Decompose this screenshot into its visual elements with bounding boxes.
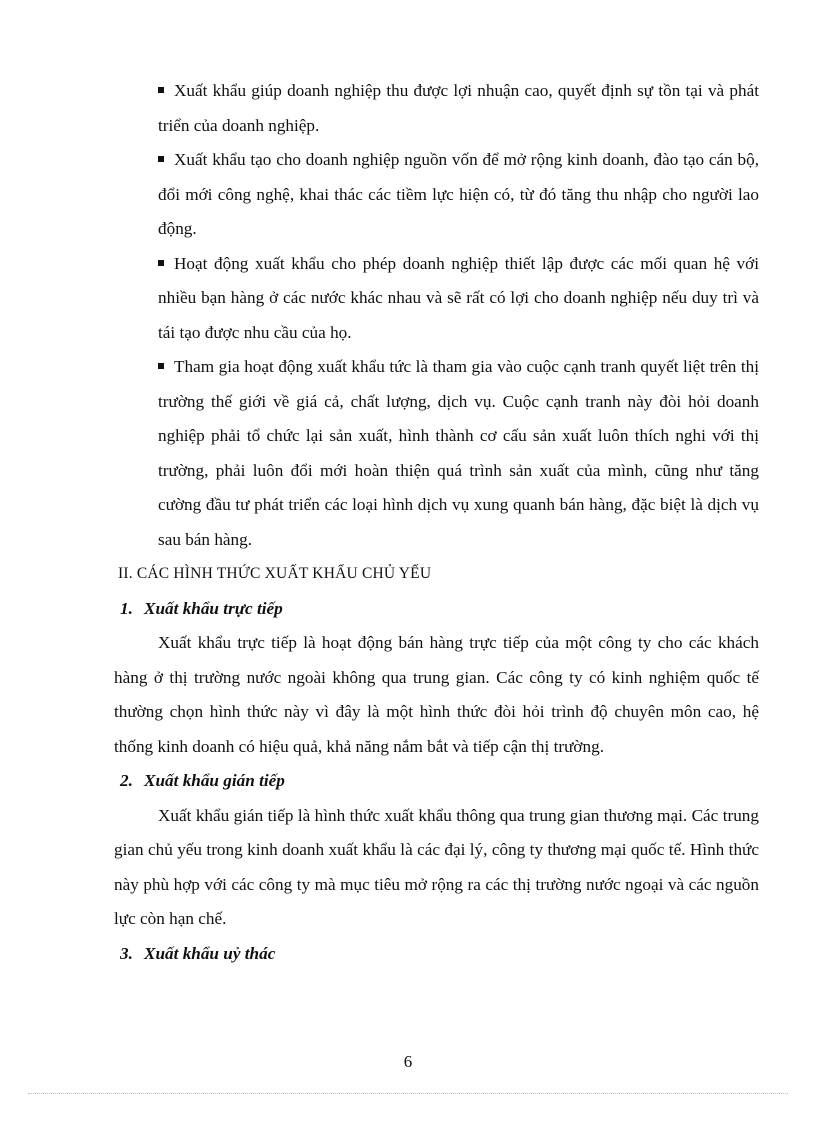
square-bullet-icon <box>158 260 164 266</box>
bullet-text: Hoạt động xuất khẩu cho phép doanh nghiệp thiết lập được các mối quan hệ với nhiều bạn hàng ở các nước khác nhau và sẽ rất có lợi cho doanh nghiệp nếu duy trì và tái tạo được nhu cầu của họ. <box>158 253 759 342</box>
bullet-paragraph <box>158 247 759 351</box>
section-heading: II. CÁC HÌNH THỨC XUẤT KHẨU CHỦ YẾU <box>118 565 432 582</box>
subsection-title: Xuất khẩu gián tiếp <box>144 771 285 790</box>
square-bullet-icon <box>158 156 164 162</box>
subsection-title: Xuất khẩu uỷ thác <box>144 943 276 963</box>
subsection-heading-2 <box>120 764 759 799</box>
subsection-body-2: Xuất khẩu gián tiếp là hình thức xuất khẩu thông qua trung gian thương mại. Các trung gian chủ yếu trong kinh doanh xuất khẩu là các đại lý, công ty thương mại quốc tế. Hình thức này phù hợp với các công ty mà mục tiêu mở rộng ra các thị trường nước ngoại và các nguồn lực còn hạn chế. <box>114 805 759 928</box>
bullet-paragraph <box>158 74 759 143</box>
bullet-paragraph <box>158 143 759 247</box>
footer-divider <box>28 1093 788 1094</box>
square-bullet-icon <box>158 87 164 93</box>
subsection-title: Xuất khẩu trực tiếp <box>144 598 283 618</box>
bullet-paragraph <box>158 350 759 557</box>
subsection-heading-3 <box>120 937 759 972</box>
subsection-number: 1. <box>120 598 133 618</box>
bullet-text: Tham gia hoạt động xuất khẩu tức là tham gia vào cuộc cạnh tranh quyết liệt trên thị trường thế giới về giá cả, chất lượng, dịch vụ. Cuộc cạnh tranh này đòi hỏi doanh nghiệp phải tổ chức lại sản xuất, hình thành cơ cấu sản xuất luôn thích nghi với thị trường, phải luôn đổi mới hoàn thiện quá trình sản xuất của mình, cũng như tăng cường đầu tư phát triển các loại hình dịch vụ xung quanh bán hàng, đặc biệt là dịch vụ sau bán hàng. <box>158 357 759 549</box>
subsection-number: 3. <box>120 943 133 963</box>
page-number: 6 <box>403 1052 413 1071</box>
bullet-text: Xuất khẩu giúp doanh nghiệp thu được lợi nhuận cao, quyết định sự tồn tại và phát triển của doanh nghiệp. <box>158 81 759 135</box>
bullet-text: Xuất khẩu tạo cho doanh nghiệp nguồn vốn để mở rộng kinh doanh, đào tạo cán bộ, đổi mới công nghệ, khai thác các tiềm lực hiện có, từ đó tăng thu nhập cho người lao động. <box>158 150 759 238</box>
subsection-heading-1 <box>120 592 759 627</box>
subsection-body-1: Xuất khẩu trực tiếp là hoạt động bán hàng trực tiếp của một công ty cho các khách hàng ở thị trường nước ngoài không qua trung gian. Các công ty có kinh nghiệm quốc tế thường chọn hình thức này vì đây là một hình thức đòi hỏi trình độ chuyên môn cao, hệ thống kinh doanh có hiệu quả, khả năng nắm bắt và tiếp cận thị trường. <box>114 633 759 756</box>
subsection-number: 2. <box>120 771 133 790</box>
document-page <box>114 74 759 971</box>
square-bullet-icon <box>158 363 164 369</box>
